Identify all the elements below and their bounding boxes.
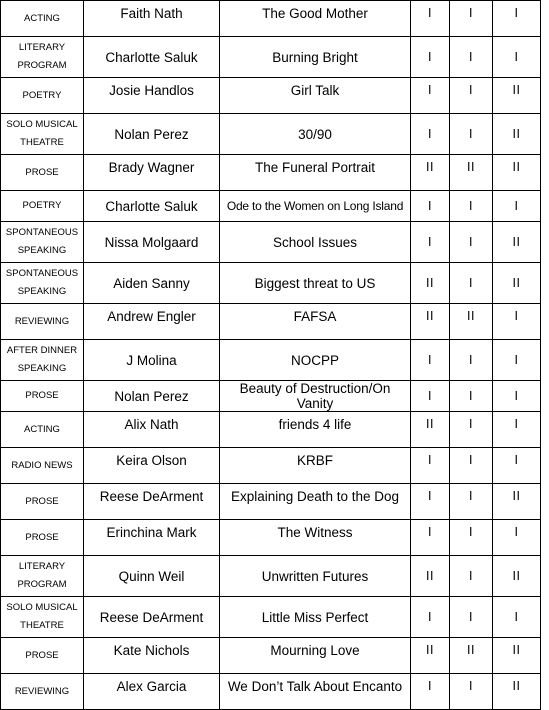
judge-3-rating-cell: I: [493, 37, 541, 78]
judge-2-rating-cell: I: [450, 191, 493, 222]
judge-3-rating-cell: I: [493, 412, 541, 448]
student-name-cell: J Molina: [84, 340, 220, 381]
piece-title-cell: Mourning Love: [220, 638, 411, 674]
judge-3-rating-cell: II: [493, 263, 541, 304]
student-name-cell: Josie Handlos: [84, 78, 220, 114]
judge-1-rating-cell: II: [411, 556, 450, 597]
student-name-cell: Faith Nath: [84, 1, 220, 37]
table-row: [1, 222, 541, 263]
piece-title-cell: Beauty of Destruction/On Vanity: [220, 381, 411, 412]
judge-1-rating-cell: I: [411, 674, 450, 710]
piece-title-cell: Girl Talk: [220, 78, 411, 114]
table-row: [1, 520, 541, 556]
judge-1-rating-cell: I: [411, 597, 450, 638]
table-row: [1, 638, 541, 674]
piece-title-cell: The Good Mother: [220, 1, 411, 37]
category-cell: LITERARY PROGRAM: [1, 37, 84, 78]
piece-title-cell: Explaining Death to the Dog: [220, 484, 411, 520]
judge-3-rating-cell: I: [493, 597, 541, 638]
category-cell: PROSE: [1, 484, 84, 520]
student-name-cell: Charlotte Saluk: [84, 37, 220, 78]
piece-title-cell: Burning Bright: [220, 37, 411, 78]
judge-2-rating-cell: I: [450, 37, 493, 78]
judge-3-rating-cell: II: [493, 155, 541, 191]
category-cell: PROSE: [1, 520, 84, 556]
category-cell: SOLO MUSICAL THEATRE: [1, 597, 84, 638]
judge-3-rating-cell: II: [493, 674, 541, 710]
student-name-cell: Quinn Weil: [84, 556, 220, 597]
judge-2-rating-cell: I: [450, 674, 493, 710]
judge-1-rating-cell: I: [411, 484, 450, 520]
judge-3-rating-cell: I: [493, 448, 541, 484]
judge-3-rating-cell: II: [493, 222, 541, 263]
judge-1-rating-cell: II: [411, 263, 450, 304]
category-cell: ACTING: [1, 412, 84, 448]
judge-3-rating-cell: II: [493, 484, 541, 520]
judge-1-rating-cell: II: [411, 412, 450, 448]
student-name-cell: Reese DeArment: [84, 484, 220, 520]
table-row: [1, 191, 541, 222]
table-row: [1, 556, 541, 597]
judge-3-rating-cell: II: [493, 638, 541, 674]
judge-2-rating-cell: I: [450, 597, 493, 638]
judge-2-rating-cell: I: [450, 484, 493, 520]
judge-1-rating-cell: II: [411, 638, 450, 674]
student-name-cell: Nolan Perez: [84, 114, 220, 155]
table-row: [1, 304, 541, 340]
judge-1-rating-cell: I: [411, 520, 450, 556]
judge-2-rating-cell: I: [450, 263, 493, 304]
judge-1-rating-cell: I: [411, 1, 450, 37]
judge-3-rating-cell: I: [493, 191, 541, 222]
piece-title-cell: We Don’t Talk About Encanto: [220, 674, 411, 710]
piece-title-cell: 30/90: [220, 114, 411, 155]
judge-1-rating-cell: I: [411, 222, 450, 263]
category-cell: REVIEWING: [1, 674, 84, 710]
judge-1-rating-cell: I: [411, 37, 450, 78]
category-cell: AFTER DINNER SPEAKING: [1, 340, 84, 381]
category-cell: SOLO MUSICAL THEATRE: [1, 114, 84, 155]
judge-2-rating-cell: I: [450, 556, 493, 597]
category-cell: RADIO NEWS: [1, 448, 84, 484]
judge-2-rating-cell: I: [450, 1, 493, 37]
table-row: [1, 448, 541, 484]
table-row: [1, 155, 541, 191]
table-row: [1, 340, 541, 381]
piece-title-cell: FAFSA: [220, 304, 411, 340]
judge-3-rating-cell: I: [493, 340, 541, 381]
table-row: [1, 114, 541, 155]
piece-title-cell: KRBF: [220, 448, 411, 484]
judge-3-rating-cell: I: [493, 381, 541, 412]
category-cell: SPONTANEOUS SPEAKING: [1, 263, 84, 304]
piece-title-cell: Little Miss Perfect: [220, 597, 411, 638]
piece-title-cell: Ode to the Women on Long Island: [220, 191, 411, 222]
piece-title-cell: friends 4 life: [220, 412, 411, 448]
judge-2-rating-cell: I: [450, 448, 493, 484]
student-name-cell: Nolan Perez: [84, 381, 220, 412]
piece-title-cell: NOCPP: [220, 340, 411, 381]
judge-1-rating-cell: I: [411, 114, 450, 155]
student-name-cell: Alix Nath: [84, 412, 220, 448]
table-row: [1, 1, 541, 37]
student-name-cell: Nissa Molgaard: [84, 222, 220, 263]
judge-3-rating-cell: II: [493, 114, 541, 155]
category-cell: SPONTANEOUS SPEAKING: [1, 222, 84, 263]
judge-3-rating-cell: I: [493, 1, 541, 37]
piece-title-cell: The Witness: [220, 520, 411, 556]
judge-1-rating-cell: I: [411, 340, 450, 381]
student-name-cell: Reese DeArment: [84, 597, 220, 638]
table-row: [1, 597, 541, 638]
piece-title-cell: School Issues: [220, 222, 411, 263]
student-name-cell: Brady Wagner: [84, 155, 220, 191]
category-cell: POETRY: [1, 78, 84, 114]
judge-1-rating-cell: I: [411, 191, 450, 222]
judge-2-rating-cell: I: [450, 114, 493, 155]
piece-title-cell: The Funeral Portrait: [220, 155, 411, 191]
piece-title-cell: Unwritten Futures: [220, 556, 411, 597]
category-cell: PROSE: [1, 638, 84, 674]
category-cell: LITERARY PROGRAM: [1, 556, 84, 597]
judge-1-rating-cell: I: [411, 78, 450, 114]
student-name-cell: Andrew Engler: [84, 304, 220, 340]
judge-2-rating-cell: I: [450, 222, 493, 263]
judge-1-rating-cell: II: [411, 304, 450, 340]
piece-title-cell: Biggest threat to US: [220, 263, 411, 304]
table-row: [1, 263, 541, 304]
judge-3-rating-cell: II: [493, 78, 541, 114]
category-cell: PROSE: [1, 155, 84, 191]
student-name-cell: Charlotte Saluk: [84, 191, 220, 222]
student-name-cell: Alex Garcia: [84, 674, 220, 710]
category-cell: ACTING: [1, 1, 84, 37]
student-name-cell: Kate Nichols: [84, 638, 220, 674]
judge-2-rating-cell: I: [450, 340, 493, 381]
judge-2-rating-cell: I: [450, 381, 493, 412]
judge-3-rating-cell: I: [493, 520, 541, 556]
judge-1-rating-cell: II: [411, 155, 450, 191]
category-cell: PROSE: [1, 381, 84, 412]
table-row: [1, 381, 541, 412]
judge-3-rating-cell: II: [493, 556, 541, 597]
results-table-body: [1, 1, 541, 710]
category-cell: REVIEWING: [1, 304, 84, 340]
judge-2-rating-cell: I: [450, 520, 493, 556]
judge-2-rating-cell: II: [450, 304, 493, 340]
student-name-cell: Keira Olson: [84, 448, 220, 484]
table-row: [1, 674, 541, 710]
judge-2-rating-cell: II: [450, 155, 493, 191]
category-cell: POETRY: [1, 191, 84, 222]
judge-1-rating-cell: I: [411, 381, 450, 412]
table-row: [1, 412, 541, 448]
judge-2-rating-cell: I: [450, 412, 493, 448]
table-row: [1, 78, 541, 114]
table-row: [1, 484, 541, 520]
table-row: [1, 37, 541, 78]
judge-2-rating-cell: I: [450, 78, 493, 114]
judge-1-rating-cell: I: [411, 448, 450, 484]
student-name-cell: Erinchina Mark: [84, 520, 220, 556]
judge-2-rating-cell: II: [450, 638, 493, 674]
judge-3-rating-cell: I: [493, 304, 541, 340]
student-name-cell: Aiden Sanny: [84, 263, 220, 304]
